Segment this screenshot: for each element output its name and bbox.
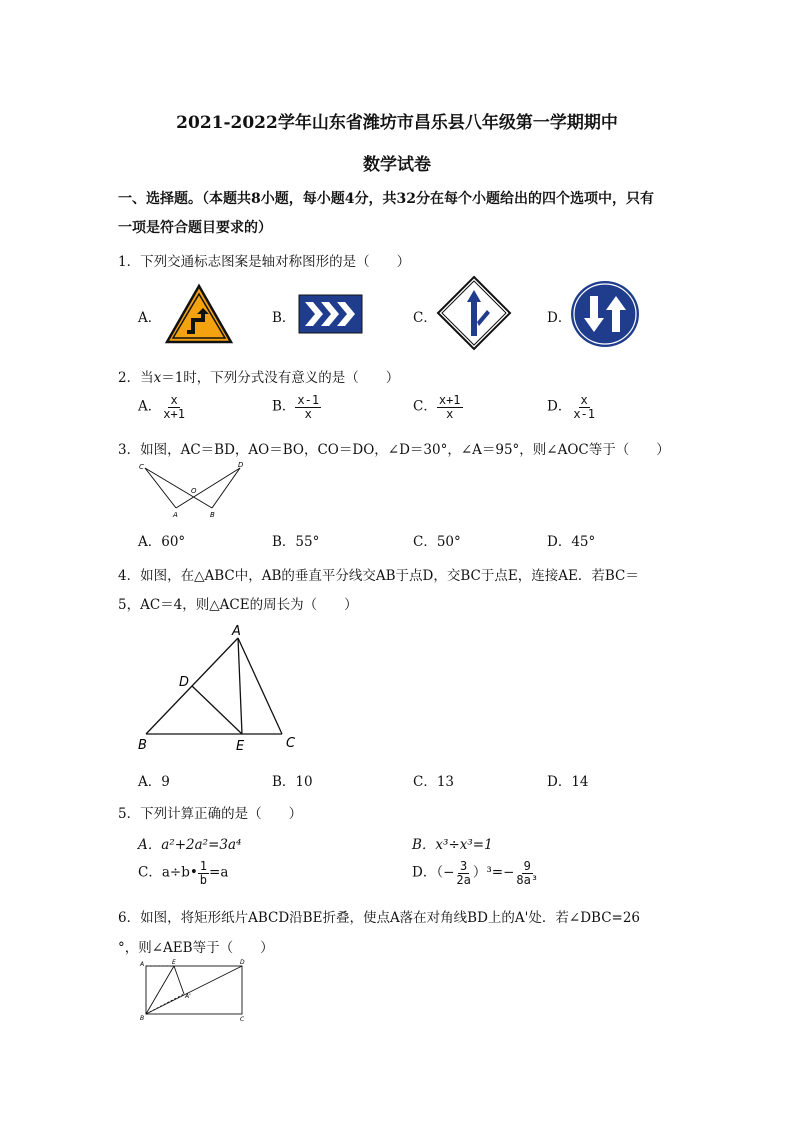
q4-figure — [136, 620, 306, 755]
q2-option-b: B． $\frac{x-1}{x}$ — [272, 393, 320, 421]
page-title: 2021-2022学年山东省潍坊市昌乐县八年级第一学期期中 — [176, 113, 618, 133]
q3-label-c: C — [139, 463, 144, 471]
q6-label-b: B — [140, 1015, 145, 1022]
q4-label-e: E — [236, 739, 245, 754]
q1-stem: 1．下列交通标志图案是轴对称图形的是（ ） — [118, 254, 411, 270]
q1-option-c-label: C． — [413, 310, 437, 326]
q3-label-b: B — [210, 511, 215, 519]
two-way-traffic-sign-icon — [570, 280, 640, 348]
q5-option-a: A．a²+2a²=3a⁴ — [138, 837, 242, 853]
q6-label-d: D — [240, 959, 245, 966]
q4-line1: 4．如图，在△ABC中，AB的垂直平分线交AB于点D，交BC于点E，连接AE．若BC＝ — [118, 568, 639, 584]
q3-label-o: O — [191, 487, 197, 495]
q4-label-d: D — [179, 675, 190, 690]
q4-label-c: C — [286, 736, 296, 751]
q1-option-b-label: B． — [272, 310, 296, 326]
q6-line1: 6．如图，将矩形纸片ABCD沿BE折叠，使点A落在对角线BD上的A'处．若∠DBC=26 — [118, 910, 641, 926]
q2-option-c: C． $\frac{x+1}{x}$ — [413, 393, 461, 421]
q4-label-b: B — [138, 738, 147, 753]
section-heading-line2: 一项是符合题目要求的） — [118, 220, 272, 236]
q3-label-d: D — [238, 461, 244, 469]
q3-option-b: B．55° — [272, 534, 320, 550]
page-subtitle: 数学试卷 — [363, 155, 431, 175]
q1-option-d-label: D． — [547, 310, 572, 326]
q6-figure — [140, 960, 250, 1022]
section-heading-line1: 一、选择题。（本题共8小题，每小题4分，共32分在每个小题给出的四个选项中，只有 — [118, 191, 654, 207]
warning-sign-icon — [165, 284, 233, 344]
q2-option-a: A． $\frac{x}{x+1}$ — [138, 393, 185, 421]
q3-figure — [138, 460, 250, 520]
q3-stem: 3．如图，AC＝BD，AO＝BO，CO＝DO，∠D＝30°，∠A＝95°，则∠AOC等于（ ） — [118, 442, 670, 458]
q4-option-a: A．9 — [138, 774, 170, 790]
q6-label-a-prime: A' — [185, 993, 191, 1000]
q5-stem: 5．下列计算正确的是（ ） — [118, 806, 303, 822]
q6-label-c: C — [240, 1016, 245, 1023]
q3-option-c: C．50° — [413, 534, 461, 550]
q4-line2: 5，AC＝4，则△ACE的周长为（ ） — [118, 597, 358, 613]
merge-sign-icon — [437, 276, 511, 350]
q4-option-c: C．13 — [413, 774, 455, 790]
q5-option-d: D．（− $\frac{3}{2a}$ ）³=− $\frac{9}{\text{8a³}}$ — [412, 859, 539, 887]
q3-option-a: A．60° — [138, 534, 186, 550]
chevron-sign-icon — [299, 295, 362, 333]
q4-label-a: A — [232, 624, 241, 639]
q3-label-a: A — [173, 511, 178, 519]
q6-label-a: A — [140, 961, 145, 968]
q6-line2: °，则∠AEB等于（ ） — [118, 940, 274, 956]
q2-option-d: D． $\frac{x}{x-1}$ — [547, 393, 596, 421]
q4-option-b: B．10 — [272, 774, 313, 790]
q3-option-d: D．45° — [547, 534, 596, 550]
q2-stem: 2．当x＝1时，下列分式没有意义的是（ ） — [118, 370, 400, 386]
q5-option-b: B．x³÷x³=1 — [412, 837, 493, 853]
q6-label-e: E — [172, 959, 176, 966]
q4-option-d: D．14 — [547, 774, 589, 790]
q1-option-a-label: A． — [138, 310, 162, 326]
q5-option-c: C．a÷b• $\frac{1}{b}$ =a — [138, 859, 229, 887]
